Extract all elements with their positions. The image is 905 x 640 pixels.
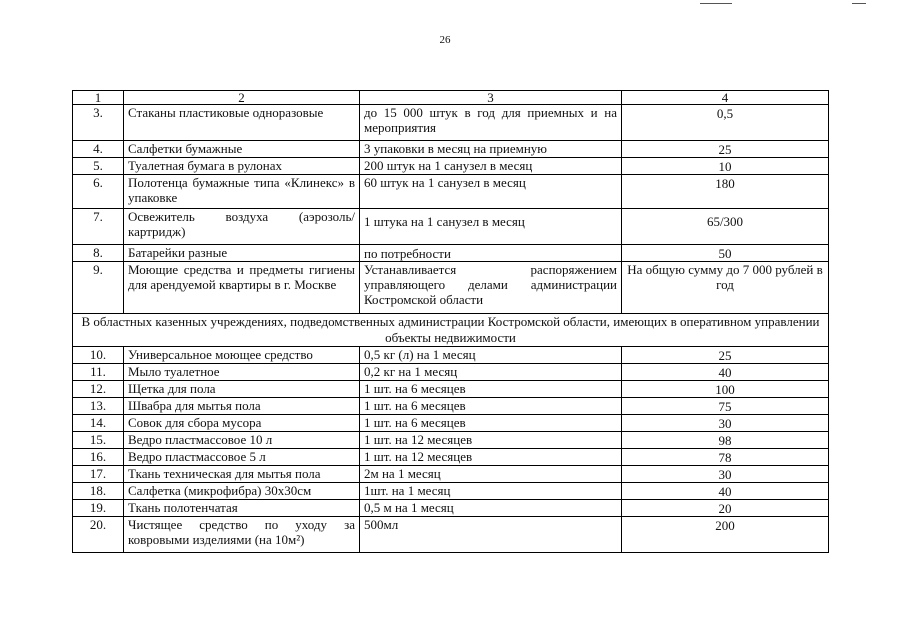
item-price-text: 200: [715, 518, 735, 533]
item-name: Полотенца бумажные типа «Клинекс» в упаковке: [124, 175, 360, 209]
item-norm: 0,5 кг (л) на 1 месяц: [360, 347, 622, 364]
item-name: Освежитель воздуха (аэрозоль/картридж): [124, 209, 360, 245]
item-norm: 1 шт. на 12 месяцев: [360, 449, 622, 466]
item-price-text: 98: [718, 433, 732, 448]
header-col-1: 1: [73, 91, 124, 105]
item-norm: 200 штук на 1 санузел в месяц: [360, 158, 622, 175]
item-price-text: 40: [718, 365, 732, 380]
row-number: 12.: [73, 381, 124, 398]
item-name: Мыло туалетное: [124, 364, 360, 381]
table-row: [73, 209, 829, 245]
table-header-row: [73, 91, 829, 105]
row-number: 4.: [73, 141, 124, 158]
item-price: На общую сумму до 7 000 рублей в год: [622, 262, 829, 314]
row-number: 17.: [73, 466, 124, 483]
item-norm: 3 упаковки в месяц на приемную: [360, 141, 622, 158]
item-price: [622, 209, 829, 245]
table-row: [73, 245, 829, 262]
table-row: [73, 466, 829, 483]
item-price-text: 0,5: [716, 106, 734, 121]
section-heading: В областных казенных учреждениях, подведомственных администрации Костромской области, имеющих в оперативном управлении объекты недвижимости: [73, 314, 829, 347]
item-price: [622, 175, 829, 209]
item-name: Салфетка (микрофибра) 30х30см: [124, 483, 360, 500]
item-name: Батарейки разные: [124, 245, 360, 262]
table-row: [73, 381, 829, 398]
item-norm: Устанавливается распоряжением управляющего делами администрации Костромской области: [360, 262, 622, 314]
item-price-text: 78: [718, 450, 732, 465]
header-col-4: 4: [622, 91, 829, 105]
row-number: 3.: [73, 105, 124, 141]
page-number: 26: [439, 34, 451, 46]
item-price-text: 40: [718, 484, 732, 499]
table-row: [73, 500, 829, 517]
item-price: [622, 517, 829, 553]
table-row: [73, 432, 829, 449]
item-norm: 1 шт. на 6 месяцев: [360, 398, 622, 415]
section-heading-row: [73, 314, 829, 347]
item-name: Щетка для пола: [124, 381, 360, 398]
item-price: [622, 449, 829, 466]
header-col-3: 3: [360, 91, 622, 105]
item-price-text: 65/300: [706, 214, 744, 229]
item-price-text: 10: [718, 159, 732, 174]
item-norm: [360, 245, 622, 262]
item-name: Ведро пластмассовое 10 л: [124, 432, 360, 449]
item-norm: 1 шт. на 12 месяцев: [360, 432, 622, 449]
item-price: [622, 105, 829, 141]
item-norm: 1 шт. на 6 месяцев: [360, 415, 622, 432]
header-col-2: 2: [124, 91, 360, 105]
row-number: 19.: [73, 500, 124, 517]
row-number: 9.: [73, 262, 124, 314]
item-price-text: 100: [715, 382, 735, 397]
item-name: Моющие средства и предметы гигиены для арендуемой квартиры в г. Москве: [124, 262, 360, 314]
row-number: 18.: [73, 483, 124, 500]
table-row: [73, 483, 829, 500]
item-price-text: 75: [718, 399, 732, 414]
row-number: 14.: [73, 415, 124, 432]
item-price-text: 30: [718, 416, 732, 431]
table-row: [73, 398, 829, 415]
table-row: [73, 175, 829, 209]
table-row: [73, 415, 829, 432]
row-number: 13.: [73, 398, 124, 415]
item-name: Чистящее средство по уходу за ковровыми изделиями (на 10м²): [124, 517, 360, 553]
item-price: [622, 483, 829, 500]
item-norm-text: по потребности: [364, 246, 451, 261]
item-price: [622, 158, 829, 175]
item-norm: 2м на 1 месяц: [360, 466, 622, 483]
item-name: Ведро пластмассовое 5 л: [124, 449, 360, 466]
item-norm: до 15 000 штук в год для приемных и на мероприятия: [360, 105, 622, 141]
item-price: [622, 381, 829, 398]
row-number: 20.: [73, 517, 124, 553]
item-name: Туалетная бумага в рулонах: [124, 158, 360, 175]
table-row: [73, 364, 829, 381]
item-name: Ткань техническая для мытья пола: [124, 466, 360, 483]
item-price-text: 30: [718, 467, 732, 482]
item-price-text: 180: [715, 176, 735, 191]
item-price: [622, 415, 829, 432]
row-number: 5.: [73, 158, 124, 175]
item-price: [622, 347, 829, 364]
item-price-text: 20: [718, 501, 732, 516]
item-name: Швабра для мытья пола: [124, 398, 360, 415]
item-norm-text: 1 штука на 1 санузел в месяц: [364, 214, 525, 229]
table-row: [73, 262, 829, 314]
item-name: Ткань полотенчатая: [124, 500, 360, 517]
item-price: [622, 141, 829, 158]
table-row: [73, 141, 829, 158]
item-name: Совок для сбора мусора: [124, 415, 360, 432]
item-norm: 500мл: [360, 517, 622, 553]
item-price: [622, 398, 829, 415]
norms-table: [72, 90, 829, 553]
item-norm: 60 штук на 1 санузел в месяц: [360, 175, 622, 209]
table-row: [73, 158, 829, 175]
table-row: [73, 517, 829, 553]
item-price-text: 25: [718, 348, 732, 363]
row-number: 15.: [73, 432, 124, 449]
item-norm: 0,2 кг на 1 месяц: [360, 364, 622, 381]
item-price: [622, 432, 829, 449]
item-norm: [360, 209, 622, 245]
item-price: [622, 500, 829, 517]
item-price: [622, 466, 829, 483]
scan-mark-left: [700, 3, 732, 4]
table-row: [73, 347, 829, 364]
item-price-text: 50: [718, 246, 732, 261]
item-name: Салфетки бумажные: [124, 141, 360, 158]
item-price: [622, 364, 829, 381]
row-number: 16.: [73, 449, 124, 466]
row-number: 8.: [73, 245, 124, 262]
item-price: [622, 245, 829, 262]
table-row: [73, 449, 829, 466]
item-name: Универсальное моющее средство: [124, 347, 360, 364]
item-norm: 0,5 м на 1 месяц: [360, 500, 622, 517]
row-number: 7.: [73, 209, 124, 245]
row-number: 10.: [73, 347, 124, 364]
item-name: Стаканы пластиковые одноразовые: [124, 105, 360, 141]
row-number: 6.: [73, 175, 124, 209]
item-norm: 1шт. на 1 месяц: [360, 483, 622, 500]
item-price-text: 25: [718, 142, 732, 157]
table-row: [73, 105, 829, 141]
row-number: 11.: [73, 364, 124, 381]
scan-mark-right: [852, 3, 866, 4]
item-norm: 1 шт. на 6 месяцев: [360, 381, 622, 398]
